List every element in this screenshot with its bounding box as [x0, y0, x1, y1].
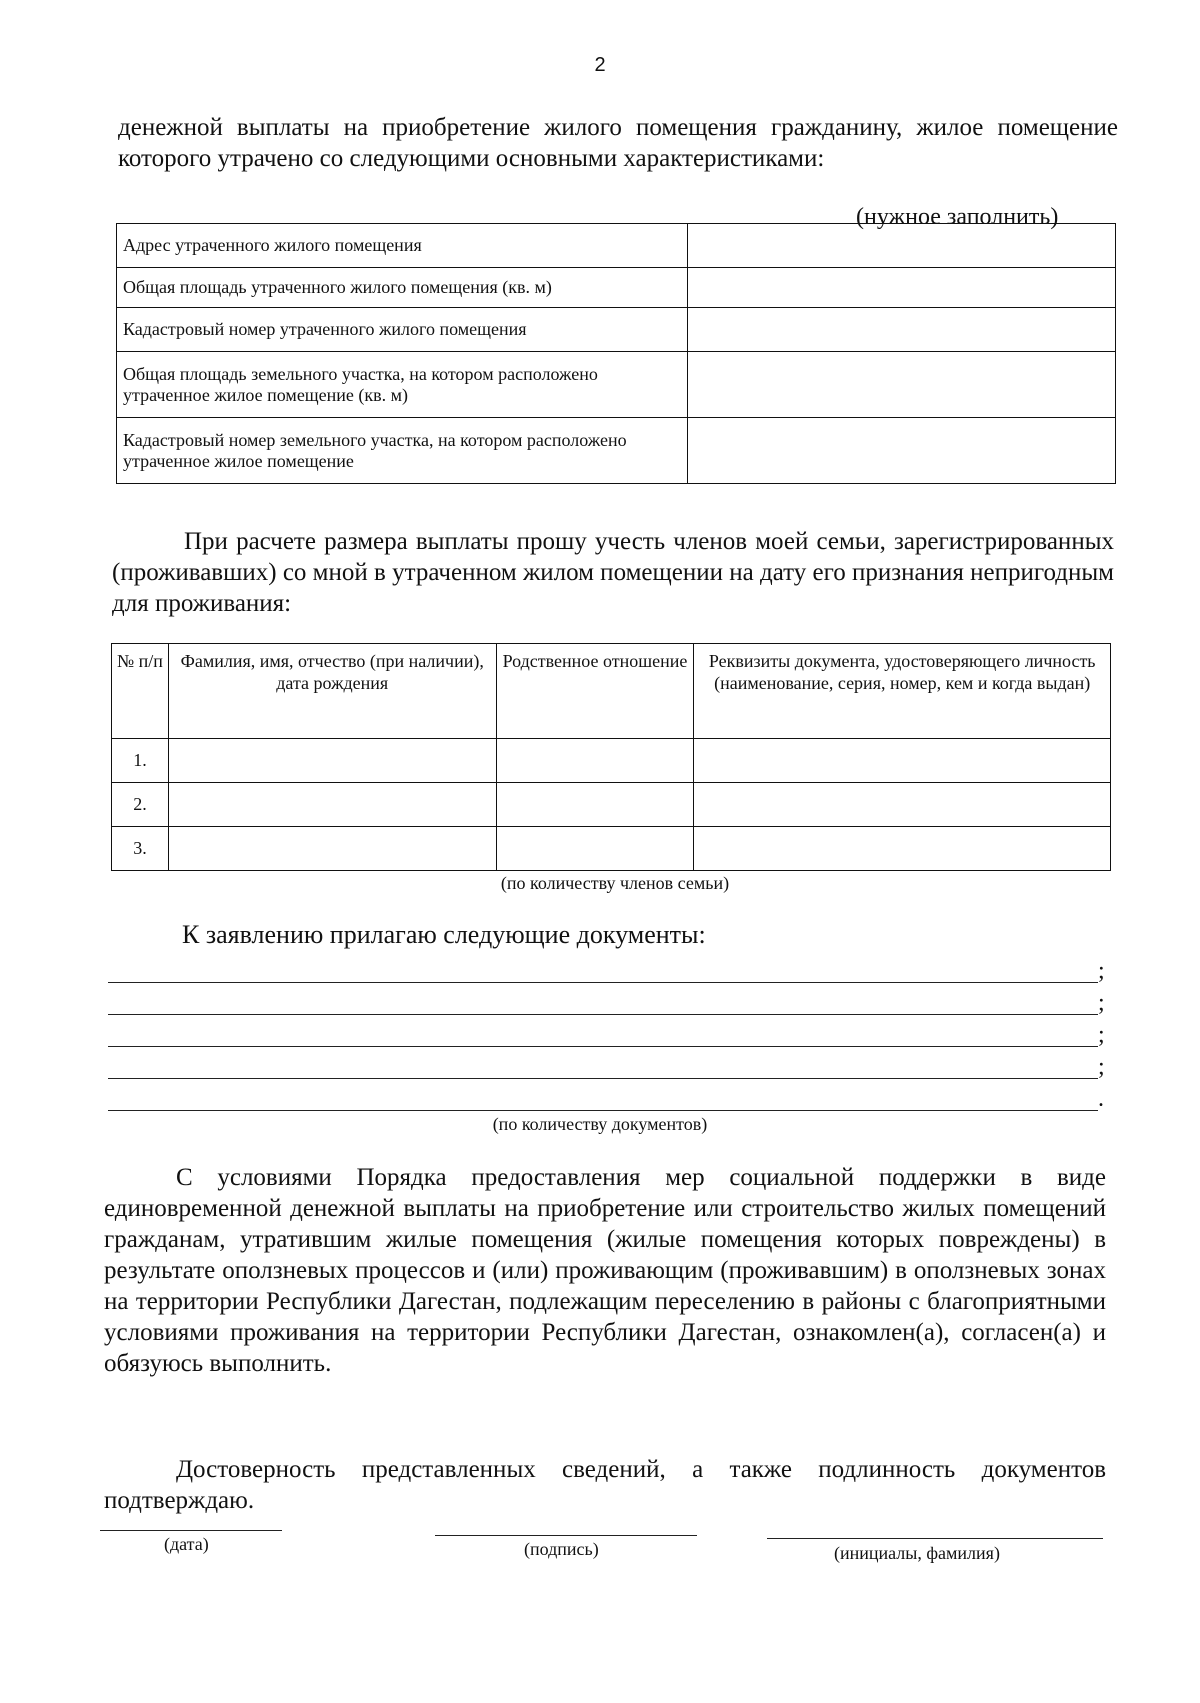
line-end-punct: .	[1098, 1086, 1104, 1112]
table-row	[117, 308, 1116, 352]
property-label: Общая площадь утраченного жилого помещения (кв. м)	[117, 268, 688, 308]
date-line[interactable]	[100, 1530, 282, 1531]
property-label: Кадастровый номер утраченного жилого помещения	[117, 308, 688, 352]
row-number: 2.	[112, 783, 169, 827]
intro-paragraph: денежной выплаты на приобретение жилого помещения гражданину, жилое помещение которого утрачено со следующими основными характеристиками:	[118, 114, 1118, 172]
document-line-2[interactable]	[108, 1014, 1098, 1015]
name-field[interactable]	[168, 827, 496, 871]
property-label: Адрес утраченного жилого помещения	[117, 224, 688, 268]
relation-field[interactable]	[496, 827, 694, 871]
documents-heading: К заявлению прилагаю следующие документы:	[182, 920, 706, 949]
date-caption: (дата)	[164, 1534, 209, 1554]
family-table	[111, 643, 1111, 871]
signature-line[interactable]	[435, 1535, 697, 1536]
confirm-paragraph: Достоверность представленных сведений, а также подлинность документов подтверждаю.	[104, 1456, 1106, 1514]
signature-caption: (подпись)	[524, 1539, 599, 1559]
line-end-punct: ;	[1098, 1022, 1105, 1048]
header-number: № п/п	[112, 644, 169, 739]
line-end-punct: ;	[1098, 990, 1105, 1016]
property-value-field[interactable]	[688, 308, 1116, 352]
document-field[interactable]	[694, 739, 1111, 783]
relation-field[interactable]	[496, 783, 694, 827]
page-number: 2	[594, 54, 606, 76]
name-line[interactable]	[767, 1538, 1103, 1539]
name-field[interactable]	[168, 739, 496, 783]
property-value-field[interactable]	[688, 224, 1116, 268]
documents-note: (по количеству документов)	[492, 1114, 708, 1134]
document-line-4[interactable]	[108, 1078, 1098, 1079]
table-row	[117, 418, 1116, 484]
name-caption: (инициалы, фамилия)	[834, 1543, 1000, 1563]
header-relation: Родственное отношение	[496, 644, 694, 739]
conditions-paragraph: С условиями Порядка предоставления мер социальной поддержки в виде единовременной денежной выплаты на приобретение или строительство жилых помещений гражданам, утратившим жилые помещения (жилые помещения которых повреждены) в результате оползневых процессов и (или) проживающим (проживавшим) в оползневых зонах на территории Республики Дагестан, подлежащим переселению в районы с благоприятными условиями проживания на территории Республики Дагестан, ознакомлен(а), согласен(а) и обязуюсь выполнить.	[104, 1164, 1106, 1377]
row-number: 3.	[112, 827, 169, 871]
table-row	[117, 268, 1116, 308]
document-line-5[interactable]	[108, 1110, 1098, 1111]
relation-field[interactable]	[496, 739, 694, 783]
family-note: (по количеству членов семьи)	[500, 873, 730, 893]
document-line-3[interactable]	[108, 1046, 1098, 1047]
document-field[interactable]	[694, 827, 1111, 871]
table-header-row	[112, 644, 1111, 739]
table-row	[112, 827, 1111, 871]
document-line-1[interactable]	[108, 982, 1098, 983]
line-end-punct: ;	[1098, 958, 1105, 984]
line-end-punct: ;	[1098, 1054, 1105, 1080]
table-row	[117, 352, 1116, 418]
row-number: 1.	[112, 739, 169, 783]
header-document: Реквизиты документа, удостоверяющего личность (наименование, серия, номер, кем и когда выдан)	[694, 644, 1111, 739]
name-field[interactable]	[168, 783, 496, 827]
property-value-field[interactable]	[688, 268, 1116, 308]
property-value-field[interactable]	[688, 352, 1116, 418]
property-table	[116, 223, 1116, 484]
family-paragraph: При расчете размера выплаты прошу учесть членов моей семьи, зарегистрированных (проживавших) со мной в утраченном жилом помещении на дату его признания непригодным для проживания:	[112, 528, 1114, 617]
fill-note: (нужное заполнить)	[856, 204, 1059, 230]
property-label: Общая площадь земельного участка, на котором расположено утраченное жилое помещение (кв. м)	[117, 352, 688, 418]
property-label: Кадастровый номер земельного участка, на котором расположено утраченное жилое помещение	[117, 418, 688, 484]
table-row	[112, 783, 1111, 827]
document-field[interactable]	[694, 783, 1111, 827]
header-name: Фамилия, имя, отчество (при наличии), дата рождения	[168, 644, 496, 739]
table-row	[117, 224, 1116, 268]
table-row	[112, 739, 1111, 783]
property-value-field[interactable]	[688, 418, 1116, 484]
